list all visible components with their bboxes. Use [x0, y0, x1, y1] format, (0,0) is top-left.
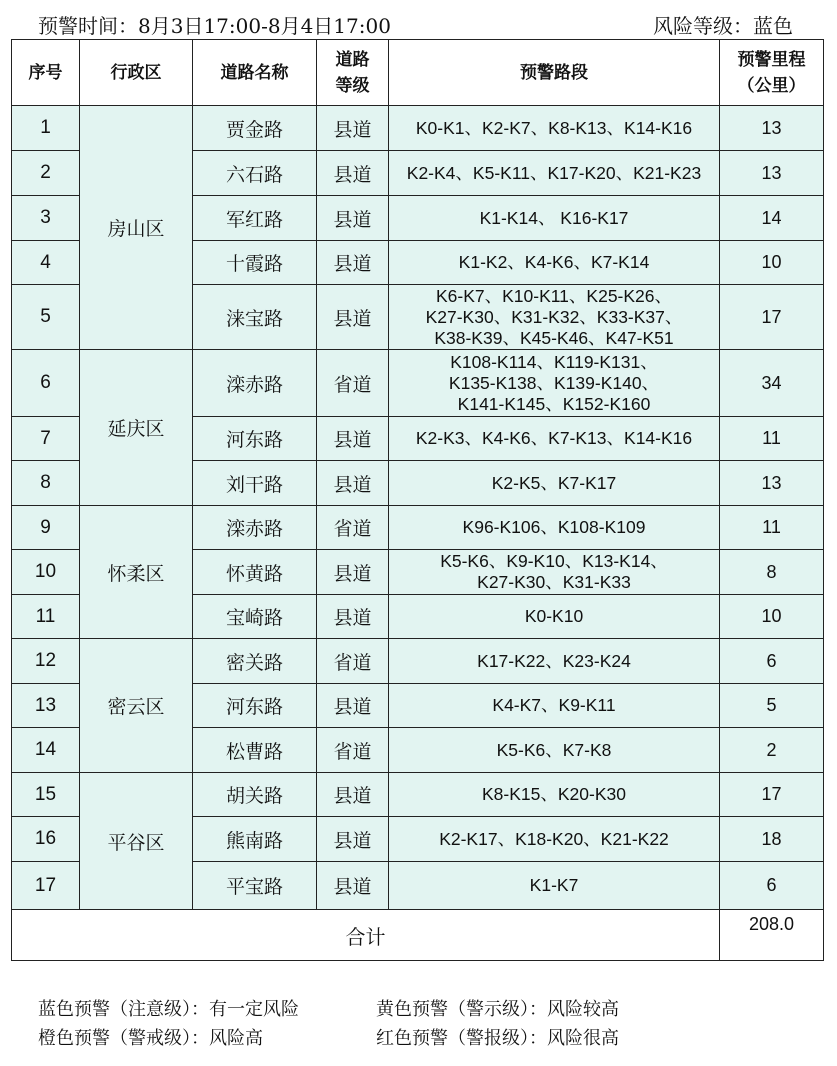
warning-segments: [389, 461, 720, 506]
road-grade: 省道: [317, 728, 389, 773]
segment-line: K27-K30、K31-K33: [477, 572, 631, 592]
legend-row-2: [38, 1024, 738, 1053]
district-cell: 密云区: [80, 639, 193, 773]
road-grade: 县道: [317, 817, 389, 862]
road-name: 十霞路: [193, 241, 317, 285]
table-row: [12, 350, 824, 417]
table-row: [12, 773, 824, 817]
segment-line: K4-K7、K9-K11: [492, 695, 616, 715]
warning-km: 6: [720, 639, 824, 684]
total-label: 合计: [12, 910, 720, 961]
row-number: 10: [12, 550, 80, 595]
segment-line: K1-K7: [529, 875, 579, 895]
warning-km: 18: [720, 817, 824, 862]
warning-segments: [389, 106, 720, 151]
warning-segments: [389, 241, 720, 285]
row-number: 14: [12, 728, 80, 773]
warning-km: 10: [720, 241, 824, 285]
header-segment: 预警路段: [389, 40, 720, 106]
row-number: 17: [12, 862, 80, 910]
header-km-line2: （公里）: [737, 75, 806, 96]
header-km-line1: 预警里程: [737, 49, 806, 70]
warning-segments: [389, 417, 720, 461]
segment-line: K0-K1、K2-K7、K8-K13、K14-K16: [415, 117, 693, 138]
legend-row-1: [38, 995, 738, 1024]
segment-line: K108-K114、K119-K131、: [450, 351, 658, 372]
table-row: [12, 506, 824, 550]
road-name: 怀黄路: [193, 550, 317, 595]
road-grade: 县道: [317, 241, 389, 285]
road-grade: 省道: [317, 506, 389, 550]
row-number: 1: [12, 106, 80, 151]
warning-km: 17: [720, 773, 824, 817]
warning-segments: [389, 862, 720, 910]
row-number: 8: [12, 461, 80, 506]
header-grade-line1: 道路: [335, 49, 370, 70]
road-grade: 县道: [317, 684, 389, 728]
row-number: 3: [12, 196, 80, 241]
road-grade: 县道: [317, 773, 389, 817]
segment-line: K2-K5、K7-K17: [491, 472, 617, 493]
road-name: 河东路: [193, 417, 317, 461]
row-number: 13: [12, 684, 80, 728]
warning-segments: [389, 684, 720, 728]
road-name: 滦赤路: [193, 506, 317, 550]
warning-segments: [389, 595, 720, 639]
legend-blue: 蓝色预警（注意级）：有一定风险: [38, 999, 299, 1020]
risk-level: 风险等级：蓝色: [653, 14, 793, 38]
table-header-row: [12, 40, 824, 106]
segment-line: K38-K39、K45-K46、K47-K51: [434, 327, 674, 348]
segment-line: K1-K2、K4-K6、K7-K14: [458, 252, 650, 272]
road-grade: 县道: [317, 550, 389, 595]
warning-km: 8: [720, 550, 824, 595]
total-row: [12, 910, 824, 961]
table-row: [12, 106, 824, 151]
header-road: 道路名称: [193, 40, 317, 106]
road-grade: 县道: [317, 595, 389, 639]
warning-km: 13: [720, 151, 824, 196]
road-name: 涞宝路: [193, 285, 317, 350]
header-grade-line2: 等级: [335, 75, 370, 96]
segment-line: K96-K106、K108-K109: [462, 517, 646, 537]
header-km: [720, 40, 824, 106]
warning-km: 11: [720, 506, 824, 550]
legend-red: 红色预警（警报级）：风险很高: [376, 1028, 619, 1049]
segment-line: K1-K14、 K16-K17: [479, 207, 629, 228]
road-grade: 县道: [317, 461, 389, 506]
road-name: 军红路: [193, 196, 317, 241]
warning-km: 13: [720, 106, 824, 151]
segment-line: K135-K138、K139-K140、: [448, 372, 660, 393]
header-bar: [38, 10, 793, 38]
segment-line: K5-K6、K9-K10、K13-K14、: [440, 551, 668, 571]
warning-segments: [389, 639, 720, 684]
legend: [38, 995, 738, 1053]
row-number: 12: [12, 639, 80, 684]
segment-line: K6-K7、K10-K11、K25-K26、: [435, 285, 673, 306]
row-number: 2: [12, 151, 80, 196]
segment-line: K27-K30、K31-K32、K33-K37、: [425, 306, 683, 327]
district-cell: 怀柔区: [80, 506, 193, 639]
row-number: 7: [12, 417, 80, 461]
road-grade: 县道: [317, 285, 389, 350]
road-grade: 县道: [317, 196, 389, 241]
row-number: 4: [12, 241, 80, 285]
district-cell: 平谷区: [80, 773, 193, 910]
warning-km: 13: [720, 461, 824, 506]
header-grade: [317, 40, 389, 106]
legend-yellow: 黄色预警（警示级）：风险较高: [376, 999, 619, 1020]
road-grade: 县道: [317, 151, 389, 196]
total-value: 208.0: [720, 910, 824, 961]
row-number: 15: [12, 773, 80, 817]
warning-segments: [389, 151, 720, 196]
header-no: 序号: [12, 40, 80, 106]
segment-line: K2-K3、K4-K6、K7-K13、K14-K16: [415, 428, 693, 448]
warning-segments: [389, 285, 720, 350]
row-number: 5: [12, 285, 80, 350]
road-grade: 省道: [317, 350, 389, 417]
road-name: 刘干路: [193, 461, 317, 506]
warning-km: 2: [720, 728, 824, 773]
road-grade: 县道: [317, 417, 389, 461]
warning-km: 6: [720, 862, 824, 910]
road-name: 密关路: [193, 639, 317, 684]
road-name: 滦赤路: [193, 350, 317, 417]
warning-segments: [389, 817, 720, 862]
warning-segments: [389, 350, 720, 417]
warning-segments: [389, 550, 720, 595]
road-grade: 省道: [317, 639, 389, 684]
warning-km: 34: [720, 350, 824, 417]
road-grade: 县道: [317, 862, 389, 910]
warning-km: 10: [720, 595, 824, 639]
district-cell: 延庆区: [80, 350, 193, 506]
road-name: 贾金路: [193, 106, 317, 151]
segment-line: K0-K10: [524, 606, 584, 626]
road-name: 河东路: [193, 684, 317, 728]
row-number: 11: [12, 595, 80, 639]
road-name: 六石路: [193, 151, 317, 196]
legend-orange: 橙色预警（警戒级）：风险高: [38, 1028, 263, 1049]
segment-line: K2-K17、K18-K20、K21-K22: [439, 828, 669, 849]
warning-segments: [389, 196, 720, 241]
table-body: [12, 106, 824, 910]
road-grade: 县道: [317, 106, 389, 151]
road-name: 松曹路: [193, 728, 317, 773]
warning-km: 5: [720, 684, 824, 728]
segment-line: K141-K145、K152-K160: [457, 393, 651, 414]
header-district: 行政区: [80, 40, 193, 106]
road-name: 宝崎路: [193, 595, 317, 639]
warning-segments: [389, 728, 720, 773]
warning-table: [11, 39, 824, 961]
row-number: 6: [12, 350, 80, 417]
road-name: 熊南路: [193, 817, 317, 862]
road-name: 胡关路: [193, 773, 317, 817]
row-number: 16: [12, 817, 80, 862]
warning-segments: [389, 506, 720, 550]
district-cell: 房山区: [80, 106, 193, 350]
road-name: 平宝路: [193, 862, 317, 910]
row-number: 9: [12, 506, 80, 550]
segment-line: K17-K22、K23-K24: [477, 650, 631, 671]
warning-km: 14: [720, 196, 824, 241]
table-row: [12, 639, 824, 684]
warning-km: 11: [720, 417, 824, 461]
warning-segments: [389, 773, 720, 817]
warning-time: 预警时间：8月3日17:00-8月4日17:00: [38, 14, 391, 38]
warning-km: 17: [720, 285, 824, 350]
segment-line: K5-K6、K7-K8: [496, 739, 612, 760]
segment-line: K8-K15、K20-K30: [482, 784, 626, 804]
segment-line: K2-K4、K5-K11、K17-K20、K21-K23: [406, 162, 702, 183]
